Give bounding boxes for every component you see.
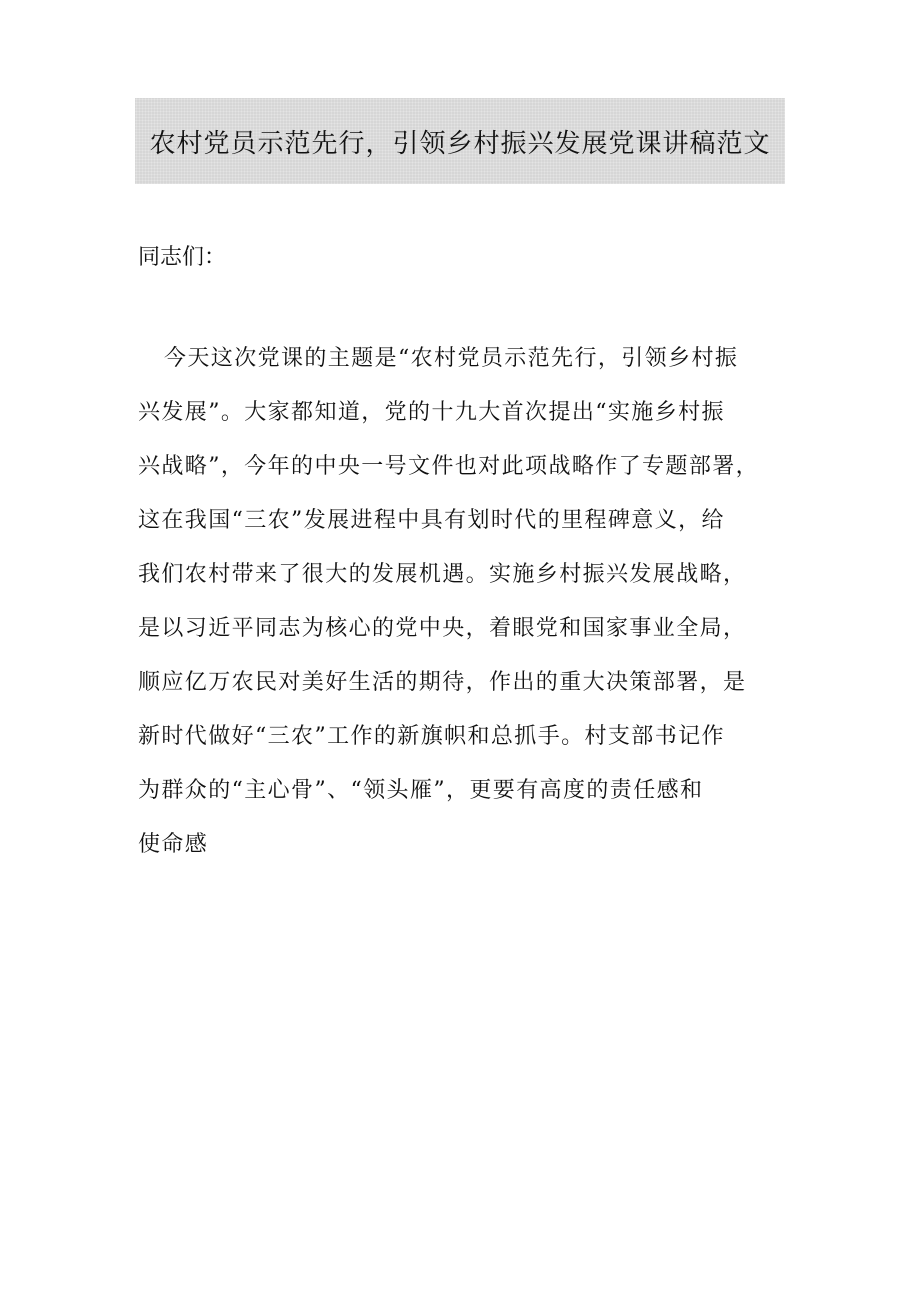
body-paragraph xyxy=(138,345,788,885)
paragraph-line: 使命感 xyxy=(138,832,209,857)
paragraph-line: 为群众的“主心骨”、“领头雁”，更要有高度的责任感和 xyxy=(138,778,704,803)
paragraph-line: 是以习近平同志为核心的党中央，着眼党和国家事业全局， xyxy=(138,616,747,641)
paragraph-line: 兴战略”，今年的中央一号文件也对此项战略作了专题部署， xyxy=(138,454,760,479)
paragraph-line: 顺应亿万农民对美好生活的期待，作出的重大决策部署，是 xyxy=(138,670,747,695)
paragraph-line: 新时代做好“三农”工作的新旗帜和总抓手。村支部书记作 xyxy=(138,724,725,749)
paragraph-line: 这在我国“三农”发展进程中具有划时代的里程碑意义，给 xyxy=(138,508,725,533)
title-banner xyxy=(135,98,785,184)
paragraph-line: 今天这次党课的主题是“农村党员示范先行，引领乡村振 xyxy=(164,346,739,371)
paragraph-line: 我们农村带来了很大的发展机遇。实施乡村振兴发展战略， xyxy=(138,562,747,587)
salutation: 同志们： xyxy=(138,245,227,270)
paragraph-line: 兴发展”。大家都知道，党的十九大首次提出“实施乡村振 xyxy=(138,400,725,425)
document-title: 农村党员示范先行，引领乡村振兴发展党课讲稿范文 xyxy=(149,128,771,159)
